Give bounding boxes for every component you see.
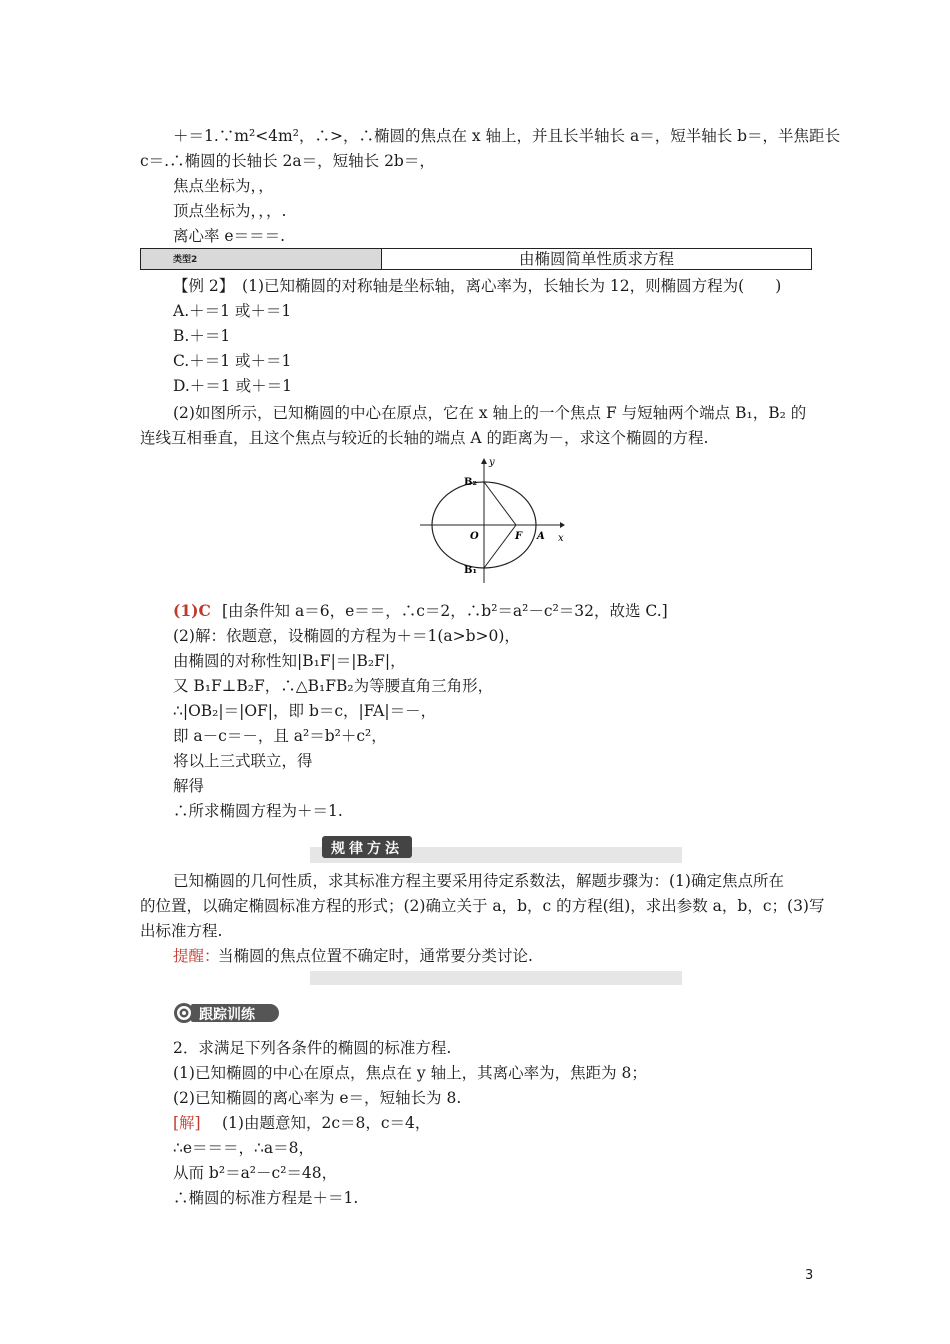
tracking-training-label: 跟踪训练	[199, 1007, 255, 1023]
tracking-training-heading	[173, 1002, 281, 1024]
label-f: F	[515, 531, 523, 542]
text-line: 由椭圆的对称性知|B₁F|＝|B₂F|，	[173, 652, 406, 670]
text-line: 从而 b²＝a²－c²＝48，	[173, 1164, 338, 1182]
type-tag-label: 类型2	[173, 255, 198, 265]
text-line: [由条件知 a＝6，e＝＝，∴c＝2，∴b²＝a²－c²＝32，故选 C.]	[222, 602, 668, 620]
rule-section-end-bar	[310, 971, 682, 985]
text-line: (2)已知椭圆的离心率为 e＝，短轴长为 8.	[173, 1089, 462, 1107]
x-axis-arrow-icon	[560, 522, 565, 528]
text-line: (2)如图所示，已知椭圆的中心在原点，它在 x 轴上的一个焦点 F 与短轴两个端点 B₁，B₂ 的	[173, 404, 807, 422]
text-line: 出标准方程.	[140, 922, 223, 940]
text-line: (1)已知椭圆的中心在原点，焦点在 y 轴上，其离心率为，焦距为 8；	[173, 1064, 647, 1082]
solution-label: [解]	[173, 1114, 201, 1132]
type-heading-title: 由椭圆简单性质求方程	[518, 250, 674, 268]
label-b1: B₁	[464, 565, 477, 576]
text-line: 顶点坐标为，，，.	[173, 202, 287, 220]
rule-method-heading	[322, 836, 412, 858]
text-line: 离心率 e＝＝＝.	[173, 227, 286, 245]
text-line: 解得	[173, 777, 205, 795]
label-x: x	[558, 533, 564, 544]
answer-label: (1)C	[173, 601, 211, 620]
text-line: ∴|OB₂|＝|OF|，即 b＝c，|FA|＝－，	[173, 702, 437, 720]
text-line: ＋＝1.∵m²<4m²，∴>，∴椭圆的焦点在 x 轴上，并且长半轴长 a＝，短半轴长 b＝，半焦距长	[173, 127, 841, 145]
text-line: C.＋＝1 或＋＝1	[173, 352, 292, 370]
hint-label: 提醒：	[173, 947, 220, 965]
text-line: c＝.∴椭圆的长轴长 2a＝，短轴长 2b＝，	[140, 152, 435, 170]
text-line: (1)由题意知，2c＝8，c＝4，	[222, 1114, 431, 1132]
label-y: y	[489, 457, 495, 468]
tracking-training-pill	[191, 1004, 279, 1022]
text-line: 又 B₁F⊥B₂F，∴△B₁FB₂为等腰直角三角形，	[173, 677, 494, 695]
text-line: A.＋＝1 或＋＝1	[173, 302, 292, 320]
target-icon	[173, 1002, 195, 1024]
text-line: 焦点坐标为，，	[173, 177, 274, 195]
text-line: 连线互相垂直，且这个焦点与较近的长轴的端点 A 的距离为－，求这个椭圆的方程.	[140, 429, 709, 447]
text-line: 将以上三式联立，得	[173, 752, 313, 770]
label-b2: B₂	[464, 477, 477, 488]
ellipse-figure	[420, 455, 565, 585]
label-o: O	[470, 531, 479, 542]
text-line: 即 a－c＝－，且 a²＝b²＋c²，	[173, 727, 387, 745]
text-line: ∴椭圆的标准方程是＋＝1.	[173, 1189, 359, 1207]
rule-method-label: 规律方法	[331, 841, 403, 857]
text-line: D.＋＝1 或＋＝1	[173, 377, 292, 395]
text-line: 已知椭圆的几何性质，求其标准方程主要采用待定系数法，解题步骤为：(1)确定焦点所在	[173, 872, 784, 890]
type-tag	[141, 249, 381, 269]
text-line: 2．求满足下列各条件的椭圆的标准方程.	[173, 1039, 452, 1057]
text-line: B.＋＝1	[173, 327, 231, 345]
text-line: 当椭圆的焦点位置不确定时，通常要分类讨论.	[218, 947, 533, 965]
type-heading-bar	[140, 248, 812, 270]
text-line: 【例 2】 (1)已知椭圆的对称轴是坐标轴，离心率为，长轴长为 12，则椭圆方程为( )	[173, 277, 782, 295]
text-line: (2)解：依题意，设椭圆的方程为＋＝1(a>b>0)，	[173, 627, 520, 645]
y-axis-arrow-icon	[481, 458, 487, 464]
text-line: 的位置，以确定椭圆标准方程的形式；(2)确立关于 a，b，c 的方程(组)，求出参数 a，b，c；(3)写	[140, 897, 825, 915]
page-number: 3	[805, 1268, 814, 1283]
text-line: ∴所求椭圆方程为＋＝1.	[173, 802, 343, 820]
text-line: ∴e＝＝＝，∴a＝8，	[173, 1139, 314, 1157]
label-a: A	[537, 531, 545, 542]
